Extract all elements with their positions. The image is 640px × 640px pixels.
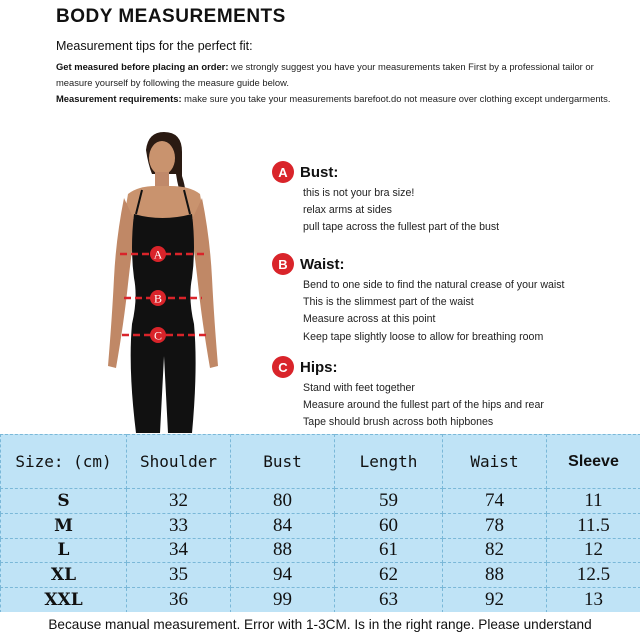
header-bust: Bust bbox=[231, 435, 335, 489]
length-cell: 62 bbox=[335, 563, 443, 588]
waist-marker-label: B bbox=[153, 291, 163, 306]
size-table-header-row bbox=[1, 435, 640, 489]
length-cell: 61 bbox=[335, 538, 443, 563]
waist-line: Measure across at this point bbox=[303, 313, 436, 326]
bust-cell: 94 bbox=[231, 563, 335, 588]
table-row bbox=[1, 489, 640, 514]
waist-line: Keep tape slightly loose to allow for breathing room bbox=[303, 330, 544, 343]
length-cell: 59 bbox=[335, 489, 443, 514]
hips-badge: C bbox=[272, 356, 294, 378]
sleeve-cell: 12.5 bbox=[547, 563, 640, 588]
bust-line: this is not your bra size! bbox=[303, 187, 415, 199]
bust-title: Bust: bbox=[300, 163, 339, 181]
size-cell: L bbox=[1, 538, 127, 563]
bust-badge: A bbox=[272, 161, 294, 183]
waist-cell: 82 bbox=[443, 538, 547, 563]
header-size: Size: (cm) bbox=[1, 435, 127, 489]
size-cell: XL bbox=[1, 563, 127, 588]
waist-cell: 74 bbox=[443, 489, 547, 514]
hips-title: Hips: bbox=[300, 358, 338, 376]
model-head bbox=[149, 141, 175, 175]
guide-hips-lines bbox=[303, 380, 612, 432]
sleeve-cell: 11.5 bbox=[547, 513, 640, 538]
guide-waist-lines bbox=[303, 277, 612, 346]
size-table bbox=[0, 434, 640, 613]
table-row bbox=[1, 538, 640, 563]
shoulder-cell: 35 bbox=[127, 563, 231, 588]
intro-requirements-label: Measurement requirements: bbox=[56, 93, 182, 104]
bust-cell: 80 bbox=[231, 489, 335, 514]
sleeve-cell: 13 bbox=[547, 588, 640, 613]
model-neck bbox=[155, 172, 169, 188]
hips-line: Measure around the fullest part of the hips and rear bbox=[303, 399, 544, 412]
header-length: Length bbox=[335, 435, 443, 489]
hips-line: Stand with feet together bbox=[303, 382, 415, 394]
length-cell: 63 bbox=[335, 588, 443, 613]
size-cell: M bbox=[1, 513, 127, 538]
table-row bbox=[1, 513, 640, 538]
waist-line: This is the slimmest part of the waist bbox=[303, 296, 474, 309]
waist-title: Waist: bbox=[300, 255, 345, 273]
intro-order-text: we strongly suggest you have your measurements taken First by a professional tailor or measure yourself by following the measure guide below. bbox=[56, 61, 594, 88]
waist-line: Bend to one side to find the natural crease of your waist bbox=[303, 279, 565, 291]
guide-bust-lines bbox=[303, 185, 612, 237]
page-subtitle: Measurement tips for the perfect fit: bbox=[56, 39, 253, 53]
footer-note: Because manual measurement. Error with 1-3CM. Is in the right range. Please understand bbox=[0, 612, 640, 640]
waist-cell: 78 bbox=[443, 513, 547, 538]
bust-cell: 84 bbox=[231, 513, 335, 538]
bust-marker-label: A bbox=[153, 247, 163, 262]
bust-cell: 99 bbox=[231, 588, 335, 613]
guide-hips bbox=[272, 355, 612, 432]
page-title: BODY MEASUREMENTS bbox=[56, 6, 286, 27]
hips-line: Tape should brush across both hipbones bbox=[303, 416, 494, 429]
guide-bust bbox=[272, 160, 612, 237]
guide-waist bbox=[272, 252, 612, 346]
intro-requirements-text: make sure you take your measurements barefoot.do not measure over clothing except undergarments. bbox=[181, 93, 611, 104]
intro-paragraph-requirements bbox=[56, 91, 616, 107]
bust-line: pull tape across the fullest part of the bust bbox=[303, 221, 500, 234]
intro-paragraph-order bbox=[56, 59, 616, 91]
size-cell: XXL bbox=[1, 588, 127, 613]
guide-hips-header bbox=[272, 355, 612, 379]
guide-bust-header bbox=[272, 160, 612, 184]
hip-marker-label: C bbox=[153, 328, 163, 343]
table-row bbox=[1, 563, 640, 588]
model-bodysuit bbox=[131, 214, 196, 433]
header-sleeve: Sleeve bbox=[547, 435, 640, 489]
shoulder-cell: 33 bbox=[127, 513, 231, 538]
size-cell: S bbox=[1, 489, 127, 514]
bust-line: relax arms at sides bbox=[303, 204, 392, 217]
header-shoulder: Shoulder bbox=[127, 435, 231, 489]
sleeve-cell: 11 bbox=[547, 489, 640, 514]
sleeve-cell: 12 bbox=[547, 538, 640, 563]
shoulder-cell: 32 bbox=[127, 489, 231, 514]
model-figure bbox=[98, 128, 228, 433]
bust-cell: 88 bbox=[231, 538, 335, 563]
waist-cell: 92 bbox=[443, 588, 547, 613]
waist-cell: 88 bbox=[443, 563, 547, 588]
header-waist: Waist bbox=[443, 435, 547, 489]
length-cell: 60 bbox=[335, 513, 443, 538]
intro-order-label: Get measured before placing an order: bbox=[56, 61, 229, 72]
guide-waist-header bbox=[272, 252, 612, 276]
shoulder-cell: 36 bbox=[127, 588, 231, 613]
waist-badge: B bbox=[272, 253, 294, 275]
table-row bbox=[1, 588, 640, 613]
size-chart bbox=[0, 434, 640, 612]
shoulder-cell: 34 bbox=[127, 538, 231, 563]
